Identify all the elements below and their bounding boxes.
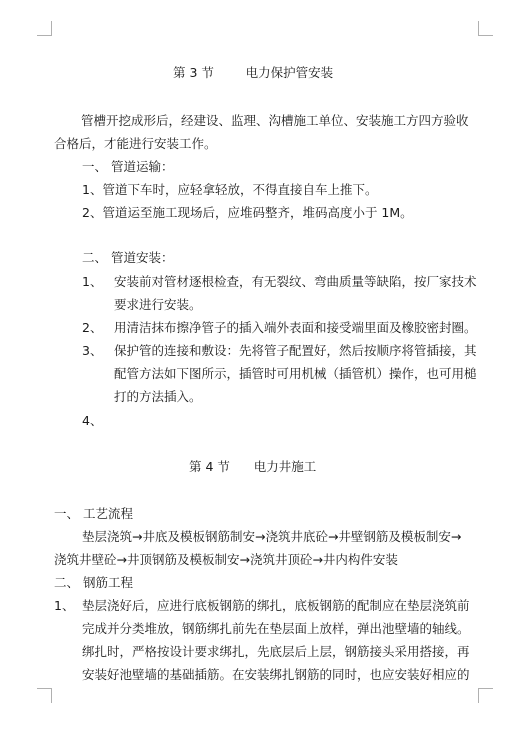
installation-item-1-line-1: 安装前对管材逐根检查，有无裂纹、弯曲质量等缺陷，按厂家技术 bbox=[114, 274, 477, 289]
process-flow-line-2: 浇筑井壁砼→井顶钢筋及模板制安→浇筑井顶砼→井内构件安装 bbox=[54, 552, 398, 567]
section-3-intro-line-2: 合格后，才能进行安装工作。 bbox=[54, 136, 217, 151]
rebar-item-1-line-3: 绑扎时，严格按设计要求绑扎，先底层后上层，钢筋接头采用搭接，再 bbox=[82, 644, 470, 659]
rebar-item-1-line-2: 完成并分类堆放，钢筋绑扎前先在垫层面上放样，弹出池壁墙的轴线。 bbox=[82, 621, 470, 636]
installation-heading: 二、 管道安装： bbox=[82, 250, 174, 265]
corner-mark-top-left bbox=[37, 21, 52, 36]
installation-item-1-line-2: 要求进行安装。 bbox=[114, 297, 202, 312]
process-flow-heading: 一、 工艺流程 bbox=[54, 506, 133, 521]
installation-item-2-number: 2、 bbox=[82, 320, 103, 335]
rebar-item-1-line-4: 安装好池壁墙的基础插筋。在安装绑扎钢筋的同时，也应安装好相应的 bbox=[82, 667, 470, 682]
section-3-title: 第 3 节 电力保护管安装 bbox=[173, 65, 334, 80]
installation-item-4-number: 4、 bbox=[82, 413, 103, 428]
transport-heading: 一、 管道运输： bbox=[82, 159, 174, 174]
installation-item-3-line-1: 保护管的连接和敷设：先将管子配置好，然后按顺序将管插接，其 bbox=[114, 343, 477, 358]
section-3-intro-line-1: 管槽开挖成形后，经建设、监理、沟槽施工单位、安装施工方四方验收 bbox=[81, 113, 469, 128]
process-flow-line-1: 垫层浇筑→井底及模板钢筋制安→浇筑井底砼→井壁钢筋及模板制安→ bbox=[82, 529, 462, 544]
corner-mark-bottom-left bbox=[37, 688, 52, 703]
installation-item-2-line-1: 用清洁抹布擦净管子的插入端外表面和接受端里面及橡胶密封圈。 bbox=[114, 320, 477, 335]
rebar-item-1-line-1: 垫层浇好后，应进行底板钢筋的绑扎，底板钢筋的配制应在垫层浇筑前 bbox=[82, 598, 470, 613]
installation-item-3-line-3: 打的方法插入。 bbox=[114, 389, 202, 404]
installation-item-3-number: 3、 bbox=[82, 343, 103, 358]
corner-mark-top-right bbox=[478, 21, 493, 36]
corner-mark-bottom-right bbox=[478, 688, 493, 703]
rebar-heading: 二、 钢筋工程 bbox=[54, 575, 133, 590]
section-4-title: 第 4 节 电力井施工 bbox=[189, 459, 317, 474]
transport-item-2: 2、管道运至施工现场后，应堆码整齐，堆码高度小于 1M。 bbox=[82, 205, 413, 220]
transport-item-1: 1、管道下车时，应轻拿轻放，不得直接自车上推下。 bbox=[82, 182, 378, 197]
installation-item-3-line-2: 配管方法如下图所示，插管时可用机械（插管机）操作，也可用槌 bbox=[114, 366, 477, 381]
rebar-item-1-number: 1、 bbox=[54, 598, 75, 613]
installation-item-1-number: 1、 bbox=[82, 274, 103, 289]
